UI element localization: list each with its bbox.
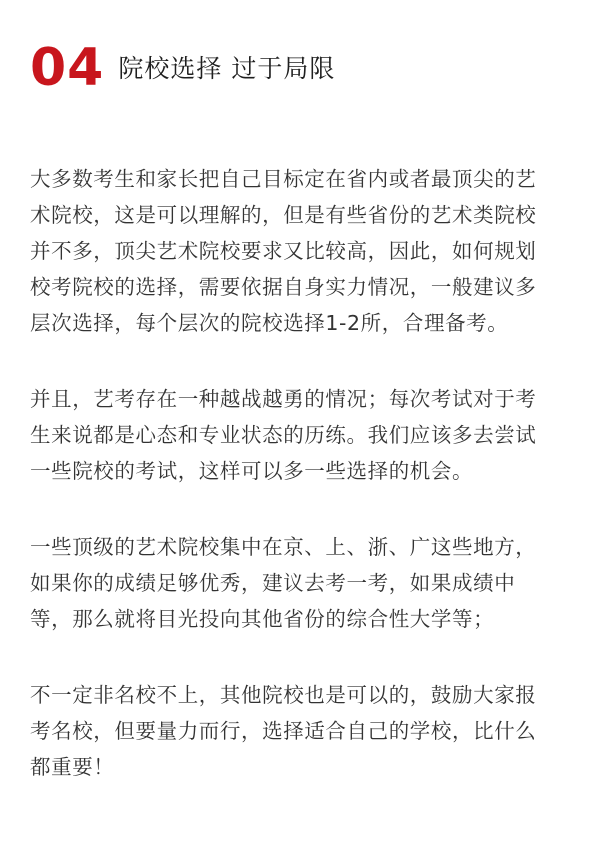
text-line: 都重要！ [30, 755, 115, 779]
paragraph-2 [30, 381, 585, 489]
text-line: 如果你的成绩足够优秀，建议去考一考，如果成绩中 [30, 571, 516, 595]
text-line: 校考院校的选择，需要依据自身实力情况，一般建议多 [30, 275, 537, 299]
text-line: 一些顶级的艺术院校集中在京、上、浙、广这些地方， [30, 535, 537, 559]
text-line: 生来说都是心态和专业状态的历练。我们应该多去尝试 [30, 423, 537, 447]
text-line: 层次选择，每个层次的院校选择1-2所，合理备考。 [30, 311, 509, 335]
text-line: 考名校，但要量力而行，选择适合自己的学校，比什么 [30, 719, 537, 743]
paragraph-4 [30, 677, 585, 785]
article-body [30, 161, 585, 825]
section-title: 院校选择 过于局限 [118, 54, 336, 83]
text-line: 一些院校的考试，这样可以多一些选择的机会。 [30, 459, 474, 483]
text-line: 并且，艺考存在一种越战越勇的情况；每次考试对于考 [30, 387, 537, 411]
section-header [30, 38, 335, 98]
text-line: 大多数考生和家长把自己目标定在省内或者最顶尖的艺 [30, 167, 537, 191]
text-line: 术院校，这是可以理解的，但是有些省份的艺术类院校 [30, 203, 537, 227]
paragraph-1 [30, 161, 585, 341]
text-line: 并不多，顶尖艺术院校要求又比较高，因此，如何规划 [30, 239, 537, 263]
section-number: 04 [30, 38, 105, 98]
paragraph-3 [30, 529, 585, 637]
text-line: 不一定非名校不上，其他院校也是可以的，鼓励大家报 [30, 683, 537, 707]
text-line: 等，那么就将目光投向其他省份的综合性大学等； [30, 607, 495, 631]
